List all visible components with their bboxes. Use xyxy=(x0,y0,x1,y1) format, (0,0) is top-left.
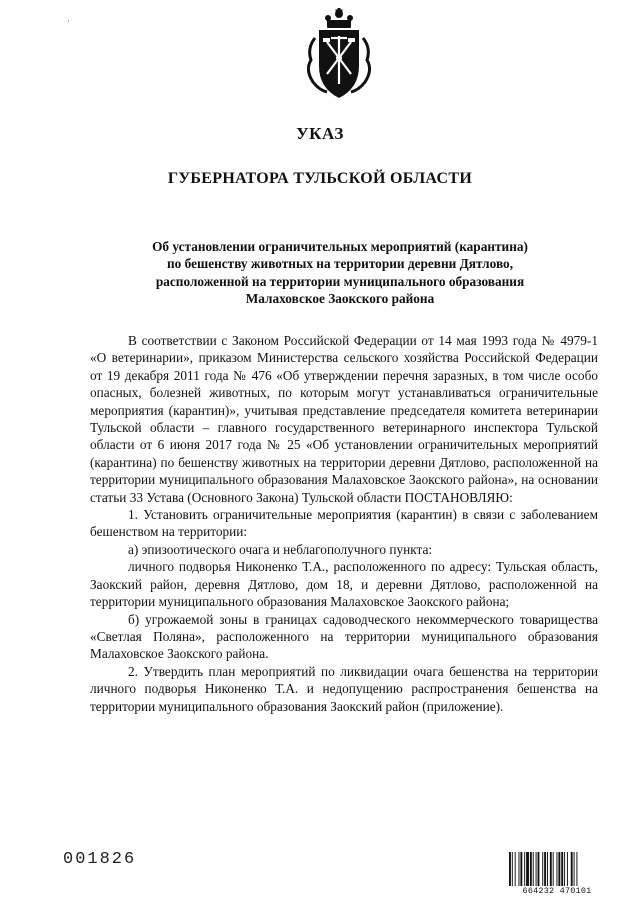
issuer-title: ГУБЕРНАТОРА ТУЛЬСКОЙ ОБЛАСТИ xyxy=(167,170,473,187)
clause-2-paragraph: 2. Утвердить план мероприятий по ликвидации очага бешенства на территории личного подворья Никоненко Т.А. и недопущению распространения бешенства на территории муниципального образования Заокский район (приложение). xyxy=(90,663,598,714)
heading-line: Об установлении ограничительных мероприятий (карантина) xyxy=(152,239,528,254)
decree-body xyxy=(90,332,598,715)
serial-number: 001826 xyxy=(63,850,137,869)
heading-line: расположенной на территории муниципального образования xyxy=(155,273,525,289)
barcode-number: 664232 470101 xyxy=(508,886,606,896)
clause-1b-paragraph: б) угрожаемой зоны в границах садоводческого некоммерческого товарищества «Светлая Поляна», расположенного на территории муниципального образования Малаховское Заокского района. xyxy=(90,611,598,662)
coat-of-arms-emblem xyxy=(297,8,381,104)
clause-1-paragraph: 1. Установить ограничительные мероприятия (карантин) в связи с заболеванием бешенством на территории: xyxy=(90,507,598,540)
document-type-title: УКАЗ xyxy=(296,124,344,143)
clause-1a-paragraph: а) эпизоотического очага и неблагополучного пункта: xyxy=(128,541,433,557)
preamble-paragraph: В соответствии с Законом Российской Федерации от 14 мая 1993 года № 4979-1 «О ветеринарии», приказом Министерства сельского хозяйства Российской Федерации от 19 декабря 2011 года № 476 «Об утверждении перечня заразных, в том числе особо опасных, болезней животных, по которым могут устанавливаться ограничительные мероприятия (карантин)», учитывая представление председателя комитета ветеринарии Тульской области – главного государственного ветеринарного инспектора Тульской области от 6 июня 2017 года № 25 «Об установлении ограничительных мероприятий (карантина) по бешенству животных на территории деревни Дятлово, расположенной на территории муниципального образования Малаховское Заокского района», на основании статьи 33 Устава (Основного Закона) Тульской области ПОСТАНОВЛЯЮ: xyxy=(90,333,598,505)
heading-line: Малаховское Заокского района xyxy=(245,290,435,306)
decree-heading xyxy=(60,238,620,307)
clause-1a-detail-paragraph: личного подворья Никоненко Т.А., расположенного по адресу: Тульская область, Заокский район, деревня Дятлово, дом 18, и деревни Дятлово, расположенной на территории муниципального образования Малаховское Заокского района; xyxy=(90,559,598,610)
scan-dot: · xyxy=(67,16,70,26)
heading-line: по бешенству животных на территории деревни Дятлово, xyxy=(166,256,514,272)
